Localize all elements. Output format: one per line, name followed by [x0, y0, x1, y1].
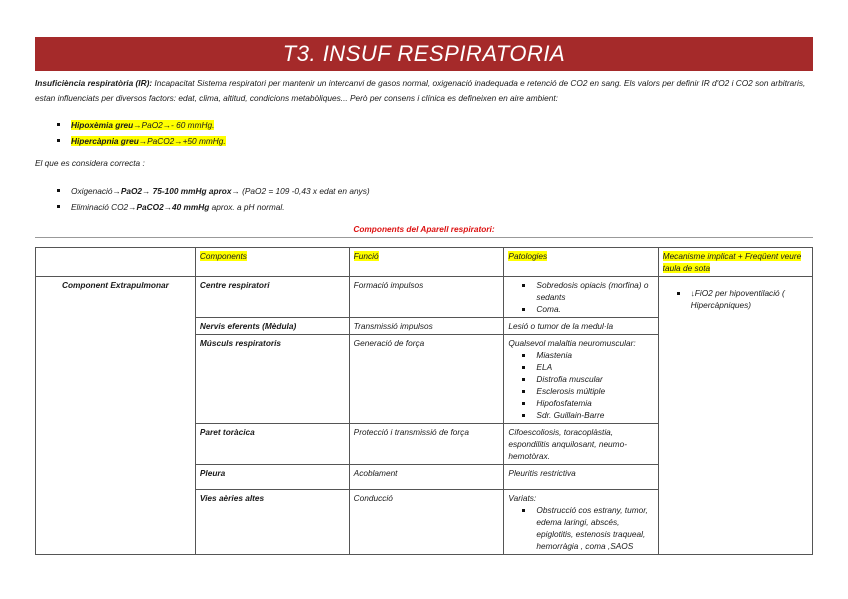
pathology-list	[520, 349, 653, 421]
list-item: Sobredosis opiacis (morfina) o sedants	[520, 279, 653, 303]
list-item	[55, 183, 370, 199]
function-cell	[349, 335, 504, 424]
function-label: Formació impulsos	[353, 280, 424, 290]
header-cell	[504, 248, 658, 277]
component-cell	[195, 490, 349, 555]
intro-text: Incapacitat Sistema respiratori per mantenir un intercanvi de gasos normal, oxigenació inadequada e retenció de CO2 en sang. Els valors per definir IR d'O2 i CO2 son arbitraris, estan influenciats per diversos factors: edat, clima, altitud, condicions metabòliques... Però per consens i clínica es defineixen en aire ambient:	[35, 78, 806, 103]
normal-values-list	[55, 183, 370, 215]
component-label: Paret toràcica	[199, 427, 255, 437]
function-cell	[349, 277, 504, 318]
list-item: Sdr. Guillain-Barre	[520, 409, 653, 421]
criteria-value: →PaCO2→+50 mmHg.	[138, 136, 226, 146]
component-cell	[195, 318, 349, 335]
list-item: ELA	[520, 361, 653, 373]
function-label: Acoblament	[353, 468, 398, 478]
group-cell	[36, 277, 196, 555]
component-cell	[195, 335, 349, 424]
pathology-text: Qualsevol malaltia neuromuscular:	[508, 338, 636, 348]
table-caption: Components del Aparell respiratori:	[353, 224, 495, 234]
function-label: Generació de força	[353, 338, 425, 348]
component-label: Centre respiratori	[199, 280, 270, 290]
header-cell	[658, 248, 812, 277]
list-item: Miastenia	[520, 349, 653, 361]
component-label: Músculs respiratoris	[199, 338, 282, 348]
components-table	[35, 247, 813, 555]
component-cell	[195, 465, 349, 490]
pathology-cell	[504, 277, 658, 318]
component-label: Pleura	[199, 468, 226, 478]
pathology-list	[520, 504, 653, 552]
list-item	[55, 133, 226, 149]
header-cell-empty	[36, 248, 196, 277]
normal-post: → (PaO2 = 109 -0,43 x edat en anys)	[231, 186, 370, 196]
header-label: Components	[199, 251, 247, 261]
divider	[35, 237, 813, 238]
intro-term: Insuficiència respiratòria (IR):	[35, 78, 153, 88]
list-item: Hipofosfatemia	[520, 397, 653, 409]
normal-post: aprox. a pH normal.	[209, 202, 285, 212]
pathology-text: Lesió o tumor de la medul·la	[508, 321, 614, 331]
list-item: Coma.	[520, 303, 653, 315]
component-label: Nervis eferents (Mèdula)	[199, 321, 297, 331]
pathology-text: Cifoescoliosis, toracoplàstia, espondilitis anquilosant, neumo-hemotòrax.	[508, 427, 627, 461]
table-header-row	[36, 248, 813, 277]
intro-paragraph	[35, 76, 817, 106]
mechanism-list	[675, 287, 808, 311]
function-cell	[349, 465, 504, 490]
table-row	[36, 277, 813, 318]
criteria-term: Hipoxèmia greu	[71, 120, 134, 130]
header-cell	[195, 248, 349, 277]
normal-bold: PaCO2→40 mmHg	[136, 202, 210, 212]
component-label: Vies aèries altes	[199, 493, 265, 503]
function-cell	[349, 318, 504, 335]
pathology-text: Pleuritis restrictiva	[508, 468, 576, 478]
list-item: Esclerosis múltiple	[520, 385, 653, 397]
function-cell	[349, 490, 504, 555]
list-item	[55, 199, 370, 215]
considered-label: El que es considera correcta :	[35, 158, 145, 168]
list-item: Distrofia muscular	[520, 373, 653, 385]
function-label: Transmissió impulsos	[353, 321, 433, 331]
group-label: Component Extrapulmonar	[61, 280, 169, 290]
criteria-value: →PaO2→- 60 mmHg.	[133, 120, 215, 130]
title-banner	[35, 37, 813, 71]
mechanism-cell	[658, 277, 812, 555]
normal-bold: PaO2→ 75-100 mmHg aprox	[120, 186, 232, 196]
normal-pre: Eliminació CO2→	[71, 202, 137, 212]
pathology-cell	[504, 318, 658, 335]
list-item: Obstrucció cos estrany, tumor, edema laringi, abscés, epiglotitis, estenosis traqueal, hemorràgia , coma ,SAOS	[520, 504, 653, 552]
normal-pre: Oxigenació→	[71, 186, 121, 196]
function-cell	[349, 424, 504, 465]
pathology-cell	[504, 335, 658, 424]
list-item: ↓FiO2 per hipoventilació ( Hipercàpniques)	[675, 287, 808, 311]
pathology-cell	[504, 424, 658, 465]
header-label: Patologies	[508, 251, 548, 261]
pathology-text: Variats:	[508, 493, 537, 503]
pathology-cell	[504, 465, 658, 490]
component-cell	[195, 277, 349, 318]
function-label: Protecció i transmissió de força	[353, 427, 469, 437]
pathology-cell	[504, 490, 658, 555]
criteria-term: Hipercàpnia greu	[71, 136, 139, 146]
pathology-list	[520, 279, 653, 315]
page-title: T3. INSUF RESPIRATORIA	[282, 41, 566, 66]
header-label: Mecanisme implicat + Freqüent veure taula de sota	[662, 251, 802, 273]
list-item	[55, 117, 226, 133]
severe-criteria-list	[55, 117, 226, 149]
component-cell	[195, 424, 349, 465]
header-label: Funció	[353, 251, 379, 261]
function-label: Conducció	[353, 493, 393, 503]
header-cell	[349, 248, 504, 277]
